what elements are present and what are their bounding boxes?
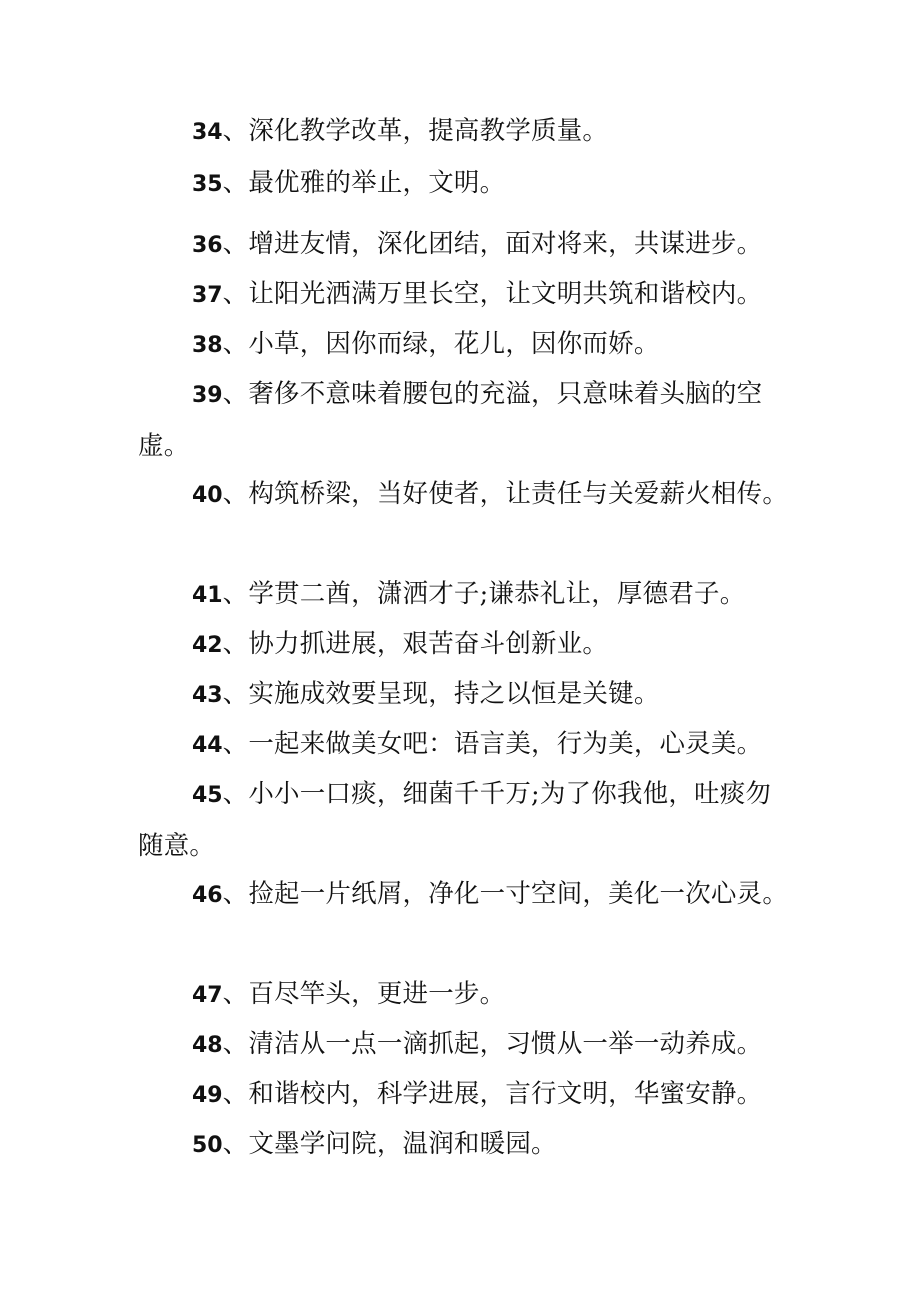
item-number: 34 [192,120,223,145]
item-text: 、一起来做美女吧：语言美，行为美，心灵美。 [222,729,763,759]
item-number: 44 [192,733,223,758]
list-item [138,369,793,471]
list-item [138,219,793,271]
item-text: 、奢侈不意味着腰包的充溢，只意味着头脑的空虚。 [138,379,763,461]
item-text: 、构筑桥梁，当好使者，让责任与关爱薪火相传。 [222,479,789,509]
list-item [138,1069,793,1121]
item-text: 、增进友情，深化团结，面对将来，共谋进步。 [222,229,763,259]
item-number: 46 [192,883,223,908]
list-item [138,869,793,921]
list-item [138,769,793,871]
item-text: 、文墨学问院，温润和暖园。 [222,1129,557,1159]
item-number: 38 [192,333,223,358]
list-item [138,319,793,371]
item-number: 37 [192,283,223,308]
item-number: 50 [192,1133,223,1158]
list-item [138,106,793,158]
item-text: 、最优雅的举止，文明。 [222,168,506,198]
list-item [138,619,793,671]
list-item [138,469,793,521]
item-text: 、实施成效要呈现，持之以恒是关键。 [222,679,660,709]
list-item [138,569,793,621]
item-number: 42 [192,633,223,658]
item-text: 、百尽竿头，更进一步。 [222,979,506,1009]
list-item [138,669,793,721]
item-number: 47 [192,983,223,1008]
item-number: 41 [192,583,223,608]
list-item [138,969,793,1021]
list-item [138,1019,793,1071]
item-text: 、小小一口痰，细菌千千万;为了你我他，吐痰勿随意。 [138,779,772,861]
item-text: 、让阳光洒满万里长空，让文明共筑和谐校内。 [222,279,763,309]
item-number: 35 [192,172,223,197]
item-number: 49 [192,1083,223,1108]
list-item [138,269,793,321]
item-number: 40 [192,483,223,508]
list-item [138,719,793,771]
item-text: 、小草，因你而绿，花儿，因你而娇。 [222,329,660,359]
item-text: 、和谐校内，科学进展，言行文明，华蜜安静。 [222,1079,763,1109]
item-number: 48 [192,1033,223,1058]
list-item [138,1119,793,1171]
item-number: 43 [192,683,223,708]
item-number: 39 [192,383,223,408]
list-item [138,158,793,210]
item-text: 、清洁从一点一滴抓起，习惯从一举一动养成。 [222,1029,763,1059]
item-text: 、协力抓进展，艰苦奋斗创新业。 [222,629,609,659]
item-number: 36 [192,233,223,258]
item-text: 、捡起一片纸屑，净化一寸空间，美化一次心灵。 [222,879,789,909]
item-text: 、深化教学改革，提高教学质量。 [222,116,609,146]
item-text: 、学贯二酋，潇洒才子;谦恭礼让，厚德君子。 [222,579,746,609]
item-number: 45 [192,783,223,808]
